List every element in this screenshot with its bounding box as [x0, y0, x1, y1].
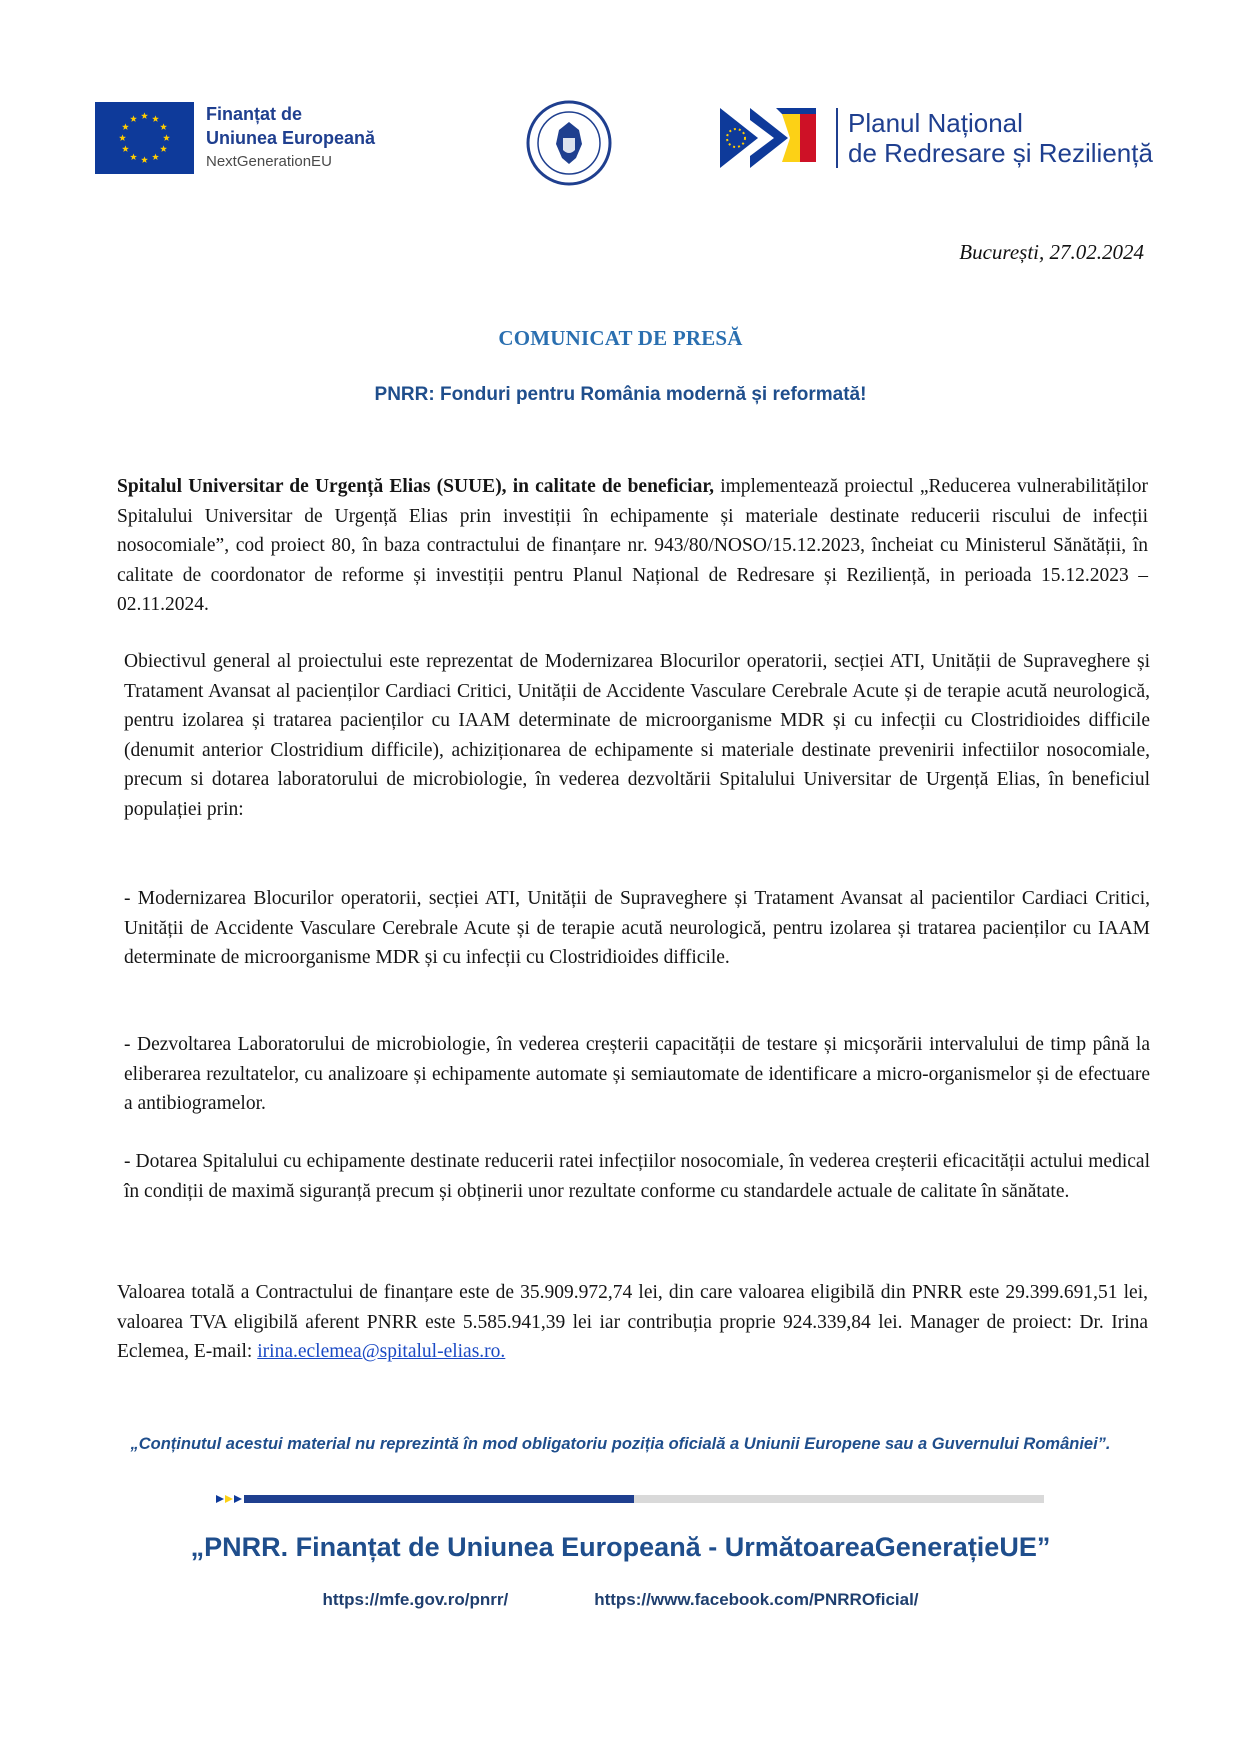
- financing-paragraph: [117, 1278, 1148, 1367]
- document-date: București, 27.02.2024: [959, 240, 1144, 264]
- beneficiary-lead: Spitalul Universitar de Urgență Elias (SUUE), in calitate de beneficiar,: [117, 476, 715, 497]
- pnrr-logo-line1: Planul Național: [848, 108, 1023, 138]
- footer-slogan: „PNRR. Finanțat de Uniunea Europeană - UrmătoareaGenerațieUE”: [190, 1532, 1051, 1562]
- eu-logo-line3: NextGenerationEU: [206, 153, 332, 170]
- page-subtitle: PNRR: Fonduri pentru România modernă și reformată!: [374, 384, 867, 405]
- pnrr-logo: [720, 108, 1153, 168]
- mfe-pnrr-link[interactable]: https://mfe.gov.ro/pnrr/: [322, 1590, 509, 1609]
- eu-flag-icon: [95, 102, 194, 174]
- eu-disclaimer: „Conținutul acestui material nu reprezintă în mod obligatoriu poziția oficială a Uniunii Europene sau a Guvernului României”.: [130, 1435, 1111, 1453]
- eu-logo-text: [206, 102, 375, 174]
- objective-item-modernization: - Modernizarea Blocurilor operatorii, secției ATI, Unității de Supraveghere și Tratament Avansat al pacientilor Cardiaci Critici, Unității de Accidente Vasculare Cerebrale Acute și de terapie acută neurologică, pentru izolarea și tratarea pacienților cu IAAM determinate de microorganisme MDR și cu infecții cu Clostridioides difficile.: [124, 888, 1150, 968]
- footer-divider-bar: [216, 1492, 1044, 1506]
- objective-item-laboratory: - Dezvoltarea Laboratorului de microbiologie, în vederea creșterii capacității de testare și micșorării intervalului de timp până la eliberarea rezultatelor, cu analizoare și echipamente automate și semiautomate de identificare a micro-organismelor și de efectuare a antibiogramelor.: [124, 1034, 1150, 1114]
- financing-text: Valoarea totală a Contractului de finanțare este de 35.909.972,74 lei, din care valoarea eligibilă din PNRR este 29.399.691,51 lei, valoarea TVA eligibilă aferent PNRR este 5.585.941,39 lei iar contribuția proprie 924.339,84 lei. Manager de proiect: Dr. Irina Eclemea, E-mail:: [117, 1282, 1148, 1362]
- eu-funding-logo: [95, 102, 375, 174]
- footer-links: [0, 1590, 1241, 1610]
- objective-item-equipment: - Dotarea Spitalului cu echipamente destinate reducerii ratei infecțiilor nosocomiale, în vederea creșterii eficacității actului medical în condiții de maximă siguranță precum și obținerii unor rezultate conforme cu standardele actuale de calitate în sănătate.: [124, 1151, 1150, 1202]
- page-title: COMUNICAT DE PRESĂ: [498, 326, 743, 350]
- eu-logo-line1: Finanțat de: [206, 104, 303, 124]
- objective-paragraph: Obiectivul general al proiectului este reprezentat de Modernizarea Blocurilor operatorii, secției ATI, Unității de Supraveghere și Tratament Avansat al pacienților Cardiaci Critici, Unității de Accidente Vasculare Cerebrale Acute și de terapie acută neurologică, pentru izolarea și tratarea pacienților cu IAAM determinate de microorganisme MDR și cu infecții cu Clostridioides difficile (denumit anterior Clostridium difficile), achiziționarea de echipamente si materiale destinate prevenirii infectiilor nosocomiale, precum si dotarea laboratorului de microbiologie, în vederea dezvoltării Spitalului Universitar de Urgență Elias, în beneficiul populației prin:: [124, 651, 1150, 820]
- pnrr-logo-line2: de Redresare și Reziliență: [848, 138, 1153, 168]
- pnrr-logo-text: [836, 108, 1153, 168]
- intro-paragraph: [117, 472, 1148, 620]
- facebook-pnrr-link[interactable]: https://www.facebook.com/PNRROficial/: [594, 1590, 919, 1609]
- government-seal-icon: [526, 100, 612, 186]
- intro-text: implementează proiectul „Reducerea vulnerabilităților Spitalului Universitar de Urgență Elias prin investiții în echipamente și materiale destinate reducerii riscului de infecții nosocomiale”, cod proiect 80, în baza contractului de finanțare nr. 943/80/NOSO/15.12.2023, încheiat cu Ministerul Sănătății, în calitate de coordonator de reforme și investiții pentru Planul Național de Redresare și Reziliență, in perioada 15.12.2023 – 02.11.2024.: [117, 476, 1148, 615]
- pnrr-flag-icon: [720, 108, 830, 168]
- eu-logo-line2: Uniunea Europeană: [206, 128, 376, 148]
- manager-email-link[interactable]: irina.eclemea@spitalul-elias.ro.: [257, 1341, 506, 1362]
